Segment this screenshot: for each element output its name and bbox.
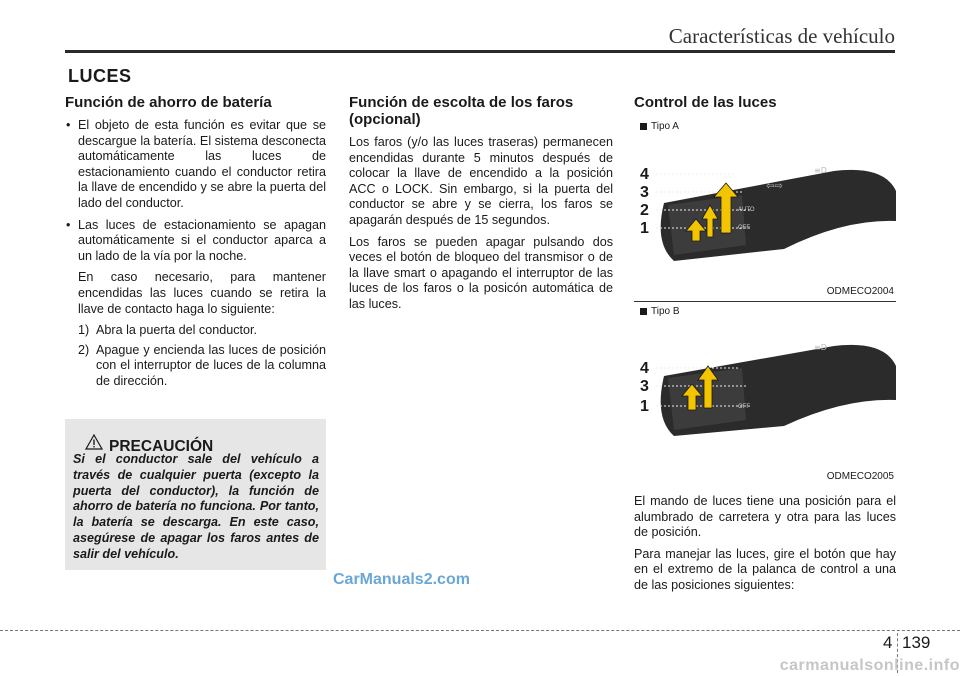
step-number: 2) xyxy=(78,342,90,357)
step-item xyxy=(78,343,326,390)
square-bullet-icon xyxy=(640,308,647,315)
column-light-control xyxy=(634,94,896,118)
caution-box xyxy=(65,419,326,570)
position-number: 1 xyxy=(640,398,649,415)
list-item xyxy=(65,218,326,265)
bullet-text: Las luces de estacionamiento se apagan automáticamente si el conductor aparca a un lado de la vía por la noche. xyxy=(78,217,326,263)
chapter-number: 4 xyxy=(883,633,893,652)
figure-label xyxy=(640,306,680,317)
caution-title: PRECAUCIÓN xyxy=(109,438,214,455)
battery-saver-list xyxy=(65,118,326,264)
auto-marking: AUTO xyxy=(738,207,755,213)
caution-text: Si el conductor sale del vehículo a través de cualquier puerta (excepto la puerta del conductor), la función de ahorro de batería no funciona. Por tanto, la batería se descarga. En este caso, asegúrese de apagar los faros antes de salir del vehículo. xyxy=(73,452,319,561)
column-battery-saver xyxy=(65,94,326,394)
description-paragraph: Para manejar las luces, gire el botón que hay en el extremo de la palanca de control a una de las posiciones siguientes: xyxy=(634,546,896,592)
list-item: • El objeto de esta función es evitar que se descargue la batería. El sistema desconecta automáticamente las luces de estacionamiento cuando el conductor retira la llave de encendido y se abre la puerta del lado del conductor. xyxy=(65,118,326,212)
escort-paragraph: Los faros (y/o las luces traseras) permanecen encendidas durante 5 minutos después de colocar la llave de encendido a la posición ACC o LOCK. Sin embargo, si la puerta del conductor se abre y se cierra, los faros se apagarán después de 15 segundos. xyxy=(349,135,613,227)
light-control-description xyxy=(634,494,896,600)
step-list xyxy=(65,323,326,389)
off-marking: OFF xyxy=(738,225,750,231)
headlamp-icon: ≡D xyxy=(814,166,827,175)
position-number: 3 xyxy=(640,184,649,201)
figure-label-text: Tipo A xyxy=(651,121,679,132)
watermark-link[interactable]: CarManuals2.com xyxy=(333,571,470,588)
escort-heading: Función de escolta de los faros (opcional) xyxy=(349,94,574,128)
position-number: 3 xyxy=(640,378,649,395)
escort-paragraph: Los faros se pueden apagar pulsando dos veces el botón de bloqueo del transmisor o de la llave smart o apagando el interruptor de las luces de los faros o la posicón automática de las luces. xyxy=(349,234,613,311)
figure-code: ODMECO2005 xyxy=(826,471,894,482)
battery-saver-heading: Función de ahorro de batería xyxy=(65,94,272,111)
section-title: LUCES xyxy=(68,66,132,86)
figure-label xyxy=(640,121,679,132)
headlamp-icon: ≡D xyxy=(814,343,827,352)
column-escort-function xyxy=(349,94,613,319)
header-rule xyxy=(65,50,895,53)
position-number: 4 xyxy=(640,360,649,377)
chapter-title: Características de vehículo xyxy=(668,24,895,48)
description-paragraph: El mando de luces tiene una posición para el alumbrado de carretera y otra para las luces de posición. xyxy=(634,494,896,540)
step-text: Apague y encienda las luces de posición con el interruptor de luces de la columna de dirección. xyxy=(96,342,326,388)
figure-code: ODMECO2004 xyxy=(826,286,894,297)
page-number: 139 xyxy=(902,633,931,652)
step-item xyxy=(78,323,326,339)
light-control-heading: Control de las luces xyxy=(634,94,777,111)
position-number: 2 xyxy=(640,202,649,219)
off-marking: OFF xyxy=(738,404,750,410)
figure-type-a xyxy=(634,117,896,300)
light-switch-type-a-illustration xyxy=(634,133,896,283)
step-number: 1) xyxy=(78,323,90,338)
light-switch-type-b-illustration xyxy=(634,318,896,468)
turn-signal-icon: ⇦⇨ xyxy=(766,181,783,192)
step-text: Abra la puerta del conductor. xyxy=(96,323,258,338)
footer-rule xyxy=(0,630,960,631)
figure-type-b xyxy=(634,302,896,485)
footer-brand-link[interactable]: carmanualsonline.info xyxy=(779,657,960,674)
warning-triangle-icon xyxy=(85,434,103,450)
position-number: 1 xyxy=(640,220,649,237)
instruction-intro: En caso necesario, para mantener encendidas las luces cuando se retira la llave de contacto haga lo siguiente: xyxy=(78,270,326,316)
position-number: 4 xyxy=(640,166,649,183)
square-bullet-icon xyxy=(640,123,647,130)
figure-label-text: Tipo B xyxy=(651,306,680,317)
